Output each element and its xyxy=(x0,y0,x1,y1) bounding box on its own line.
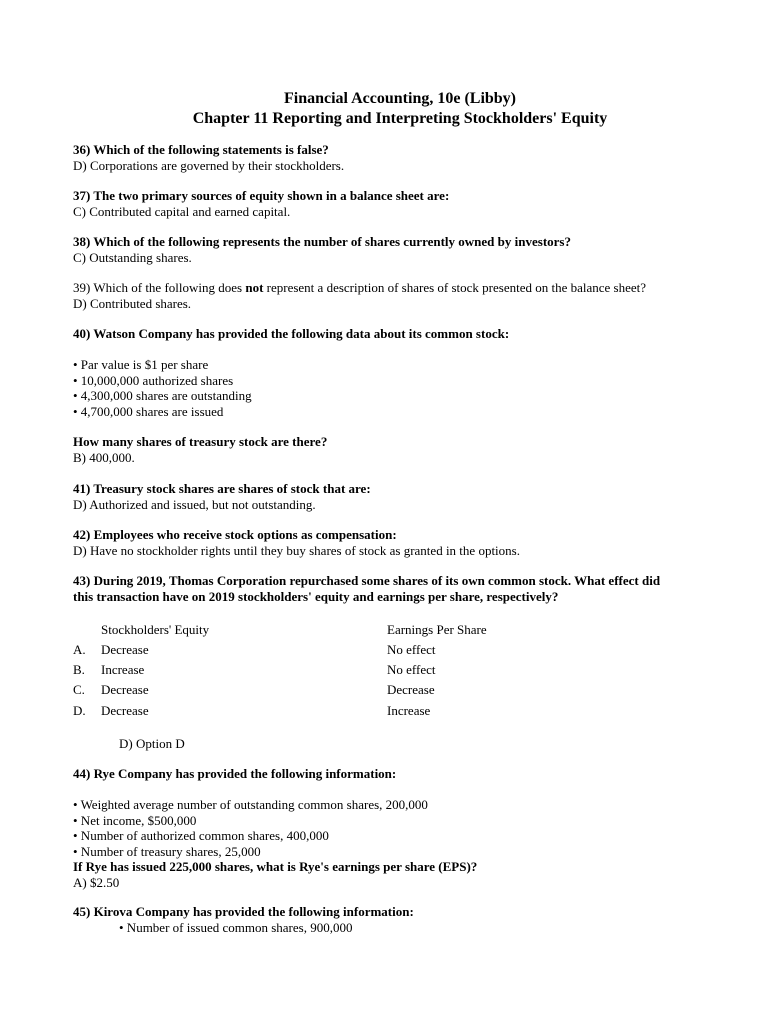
question-45 xyxy=(73,904,733,920)
option-eps: No effect xyxy=(387,662,436,677)
question-36 xyxy=(73,142,733,173)
subquestion-text: How many shares of treasury stock are there? xyxy=(73,434,328,449)
option-eps: Decrease xyxy=(387,682,435,697)
list-item: • Par value is $1 per share xyxy=(73,357,209,372)
option-letter: A. xyxy=(73,642,86,657)
list-item: • Number of authorized common shares, 400,000 xyxy=(73,828,329,843)
subquestion-text: If Rye has issued 225,000 shares, what is Rye's earnings per share (EPS)? xyxy=(73,859,478,874)
option-equity: Decrease xyxy=(101,682,149,697)
question-text: this transaction have on 2019 stockholders' equity and earnings per share, respectively? xyxy=(73,588,559,604)
chapter-title: Chapter 11 Reporting and Interpreting Stockholders' Equity xyxy=(192,110,608,127)
list-item: • Number of issued common shares, 900,000 xyxy=(119,920,353,935)
question-text: 42) Employees who receive stock options as compensation: xyxy=(73,527,397,542)
question-40-bullets xyxy=(73,357,733,419)
question-text xyxy=(73,280,733,296)
question-text: 45) Kirova Company has provided the following information: xyxy=(73,904,414,919)
list-item: • Net income, $500,000 xyxy=(73,812,197,828)
list-item: • 10,000,000 authorized shares xyxy=(73,372,234,388)
question-43 xyxy=(73,573,753,604)
question-text: 38) Which of the following represents the number of shares currently owned by investors? xyxy=(73,234,571,249)
list-item: • 4,700,000 shares are issued xyxy=(73,403,224,419)
answer-text: C) Contributed capital and earned capital. xyxy=(73,203,291,219)
question-40 xyxy=(73,326,733,342)
answer-text: D) Authorized and issued, but not outstanding. xyxy=(73,496,316,512)
question-text: 44) Rye Company has provided the following information: xyxy=(73,766,397,781)
question-44-bullets xyxy=(73,797,733,890)
question-42 xyxy=(73,527,733,558)
table-header-eps: Earnings Per Share xyxy=(387,622,487,637)
answer-text: B) 400,000. xyxy=(73,449,135,465)
list-item: • 4,300,000 shares are outstanding xyxy=(73,388,252,403)
table-header-equity: Stockholders' Equity xyxy=(101,622,210,637)
option-equity: Increase xyxy=(101,662,145,677)
question-37 xyxy=(73,188,733,219)
emphasis-text: not xyxy=(245,280,264,295)
list-item: • Weighted average number of outstanding common shares, 200,000 xyxy=(73,797,428,812)
question-40-sub xyxy=(73,434,733,465)
question-text-part: 39) Which of the following does xyxy=(73,280,246,295)
option-eps: No effect xyxy=(387,642,436,657)
option-letter: D. xyxy=(73,703,86,718)
question-39 xyxy=(73,280,733,311)
option-letter: B. xyxy=(73,662,85,677)
answer-text: D) Option D xyxy=(119,736,185,751)
document-title: Financial Accounting, 10e (Libby) xyxy=(283,90,517,107)
question-38 xyxy=(73,234,733,265)
answer-text: D) Contributed shares. xyxy=(73,295,192,311)
answer-text: C) Outstanding shares. xyxy=(73,249,192,265)
question-44 xyxy=(73,766,733,782)
question-text: 43) During 2019, Thomas Corporation repurchased some shares of its own common stock. What effect did xyxy=(73,573,661,588)
option-eps: Increase xyxy=(387,703,431,718)
option-equity: Decrease xyxy=(101,642,149,657)
answer-text: A) $2.50 xyxy=(73,874,120,890)
question-text: 36) Which of the following statements is false? xyxy=(73,142,329,157)
answer-text: D) Have no stockholder rights until they buy shares of stock as granted in the options. xyxy=(73,542,520,558)
question-text: 40) Watson Company has provided the following data about its common stock: xyxy=(73,326,510,341)
option-equity: Decrease xyxy=(101,703,149,718)
question-text: 41) Treasury stock shares are shares of stock that are: xyxy=(73,481,371,496)
list-item: • Number of treasury shares, 25,000 xyxy=(73,843,261,859)
question-41 xyxy=(73,481,733,512)
answer-text: D) Corporations are governed by their stockholders. xyxy=(73,157,345,173)
option-letter: C. xyxy=(73,682,85,697)
question-text: 37) The two primary sources of equity shown in a balance sheet are: xyxy=(73,188,450,203)
question-text-part: represent a description of shares of stock presented on the balance sheet? xyxy=(263,280,647,295)
